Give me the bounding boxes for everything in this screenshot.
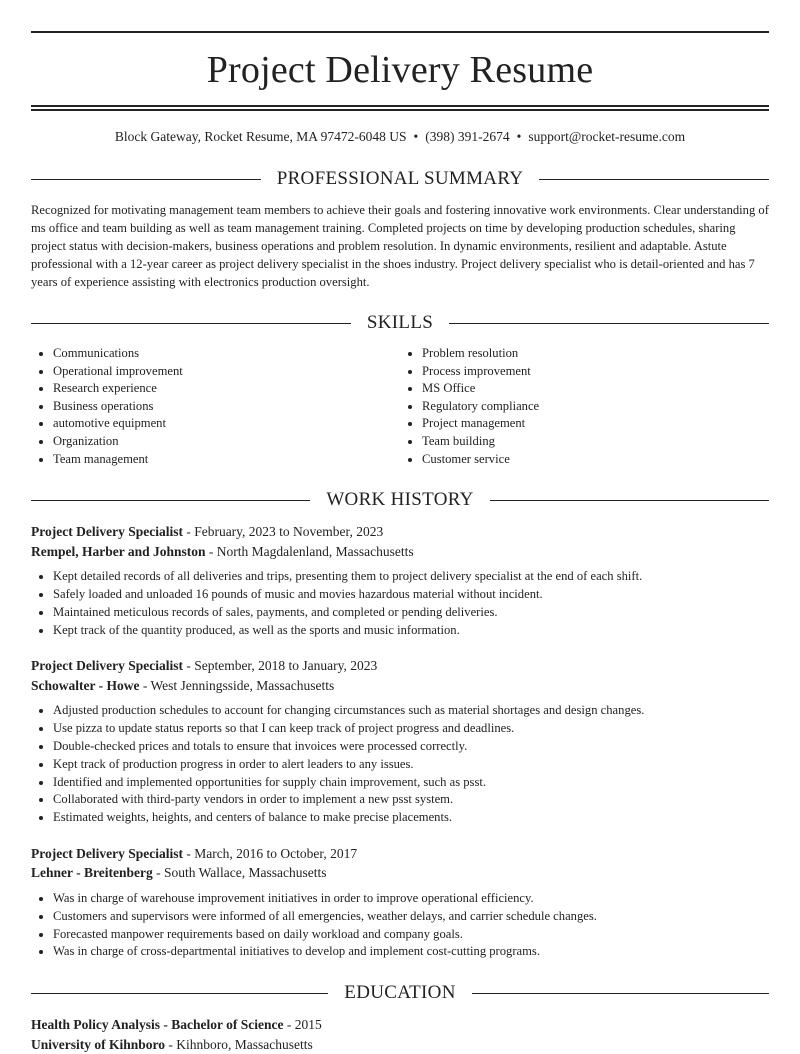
skill-item: • Team management [53,451,400,469]
job-bullets [31,702,769,827]
section-title: PROFESSIONAL SUMMARY [276,168,524,189]
heading-rule-right [539,179,769,180]
job-title-line [31,522,769,542]
section-heading-summary [31,167,769,191]
education-degree-line [31,1015,769,1035]
section-title: SKILLS [366,312,434,333]
job-company-line [31,676,769,696]
job-location: - South Wallace, Massachusetts [152,865,327,881]
skill-item: • Communications [53,345,400,363]
job-company: Lehner - Breitenberg [31,865,153,881]
section-heading-education [31,981,769,1005]
contact-phone: (398) 391-2674 [425,129,510,144]
job-entry [31,656,769,827]
job-bullet: • Estimated weights, heights, and centers of balance to make precise placements. [53,809,769,827]
job-bullet: • Adjusted production schedules to account for changing circumstances such as material shortages and design changes. [53,702,769,720]
heading-rule-left [31,500,310,501]
skills-column-left [31,345,400,468]
skill-item: • automotive equipment [53,415,400,433]
resume-page [31,0,769,1054]
section-heading-work [31,488,769,512]
contact-line [31,127,769,147]
summary-text: Recognized for motivating management team members to achieve their goals and fostering innovative work environments. Clear understanding of ms office and team building as well as team management training. Completed projects on time by developing production schedules, sharing project status with decision-makers, business operations and problem resolution. In dynamic environments, resilient and adaptable. Astute professional with a 12-year career as project delivery specialist in the shoes industry. Project delivery specialist who is detail-oriented and has 7 years of experience assisting with electronics production oversight. [31,203,769,289]
job-bullet: • Kept detailed records of all deliveries and trips, presenting them to project delivery specialist at the end of each shift. [53,568,769,586]
heading-rule-right [490,500,769,501]
job-bullet: • Kept track of production progress in order to alert leaders to any issues. [53,756,769,774]
skill-item: • Customer service [422,451,769,469]
skills-column-right [400,345,769,468]
heading-rule-right [472,993,769,994]
contact-separator: • [413,129,419,144]
job-bullet: • Was in charge of cross-departmental initiatives to develop and implement cost-cutting programs. [53,943,769,961]
job-bullet: • Was in charge of warehouse improvement initiatives in order to improve operational efficiency. [53,890,769,908]
job-title-line [31,656,769,676]
job-bullet: • Identified and implemented opportunities for supply chain improvement, such as psst. [53,774,769,792]
job-bullet: • Customers and supervisors were informed of all emergencies, weather delays, and carrier schedule changes. [53,908,769,926]
job-dates: - February, 2023 to November, 2023 [182,524,384,540]
contact-separator: • [516,129,522,144]
job-entry [31,844,769,961]
job-bullet: • Maintained meticulous records of sales, payments, and completed or pending deliveries. [53,604,769,622]
job-bullet: • Use pizza to update status reports so that I can keep track of project progress and deadlines. [53,720,769,738]
skill-item: • MS Office [422,380,769,398]
job-title: Project Delivery Specialist [31,658,183,674]
job-bullet: • Collaborated with third-party vendors in order to implement a new psst system. [53,791,769,809]
contact-address: Block Gateway, Rocket Resume, MA 97472-6048 US [114,129,407,144]
contact-email: support@rocket-resume.com [528,129,686,144]
job-company-line [31,863,769,883]
job-bullets [31,568,769,639]
page-title: Project Delivery Resume [206,49,594,91]
skill-item: • Business operations [53,398,400,416]
job-bullet: • Double-checked prices and totals to ensure that invoices were processed correctly. [53,738,769,756]
job-bullets [31,890,769,961]
job-location: - North Magdalenland, Massachusetts [205,543,414,559]
section-title: EDUCATION [344,982,456,1004]
education-school: University of Kihnboro [31,1036,166,1052]
job-company: Schowalter - Howe [31,677,140,693]
heading-rule-left [31,179,261,180]
heading-rule-left [31,993,328,994]
job-title: Project Delivery Specialist [31,845,183,861]
job-company: Rempel, Harber and Johnston [31,543,206,559]
education-school-line [31,1035,769,1054]
education-year: - 2015 [283,1017,322,1033]
job-dates: - September, 2018 to January, 2023 [182,658,378,674]
section-title: WORK HISTORY [326,489,474,511]
skill-item: • Regulatory compliance [422,398,769,416]
job-entry [31,522,769,639]
job-bullet: • Safely loaded and unloaded 16 pounds of music and movies hazardous material without incident. [53,586,769,604]
skill-item: • Problem resolution [422,345,769,363]
section-heading-skills [31,311,769,335]
skill-item: • Research experience [53,380,400,398]
job-location: - West Jenningsside, Massachusetts [139,677,335,693]
heading-rule-right [449,323,769,324]
skill-item: • Team building [422,433,769,451]
skill-item: • Operational improvement [53,363,400,381]
education-location: - Kihnboro, Massachusetts [165,1036,313,1052]
heading-rule-left [31,323,351,324]
job-company-line [31,542,769,562]
job-title: Project Delivery Specialist [31,524,183,540]
job-title-line [31,844,769,864]
skill-item: • Process improvement [422,363,769,381]
job-dates: - March, 2016 to October, 2017 [182,845,358,861]
title-double-rule [31,105,769,111]
job-bullet: • Kept track of the quantity produced, as well as the sports and music information. [53,622,769,640]
skill-item: • Organization [53,433,400,451]
skills-list [31,345,769,468]
job-bullet: • Forecasted manpower requirements based on daily workload and company goals. [53,926,769,944]
top-rule [31,31,769,33]
education-degree: Health Policy Analysis - Bachelor of Science [31,1017,284,1033]
skill-item: • Project management [422,415,769,433]
